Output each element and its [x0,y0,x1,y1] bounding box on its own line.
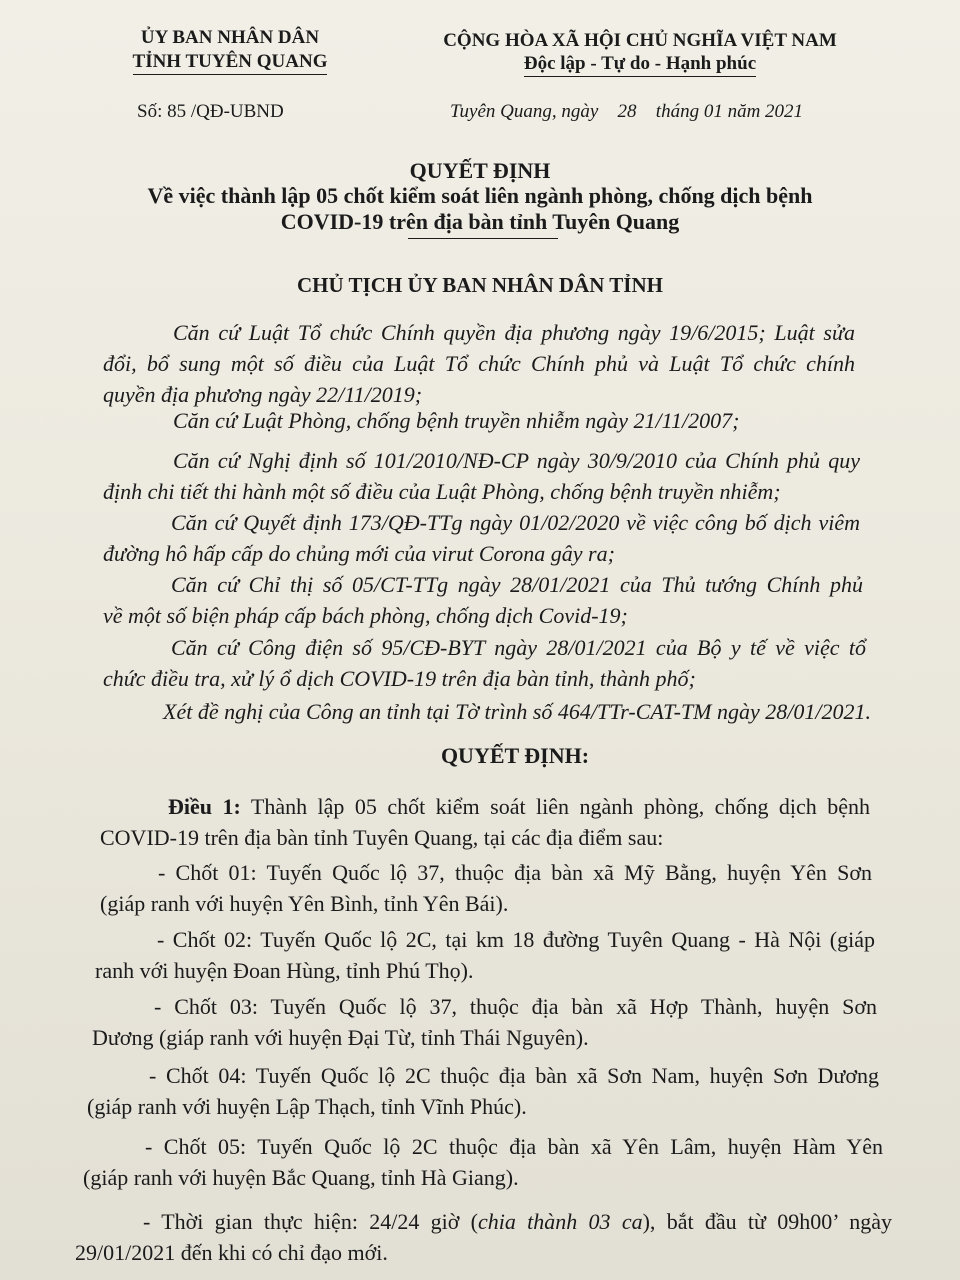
legal-basis-5 [103,569,863,631]
legal-basis-6 [103,632,866,694]
basis-1-line3: quyền địa phương ngày 22/11/2019; [103,382,423,407]
checkpoint-04-line2: (giáp ranh với huyện Lập Thạch, tỉnh Vĩnh Phúc). [87,1094,527,1119]
issuing-authority: CHỦ TỊCH ỦY BAN NHÂN DÂN TỈNH [297,273,663,297]
checkpoint-01 [100,857,872,919]
checkpoint-05-line1: - Chốt 05: Tuyến Quốc lộ 2C thuộc địa bàn xã Yên Lâm, huyện Hàm Yên [145,1134,883,1159]
article-1-line2: COVID-19 trên địa bàn tỉnh Tuyên Quang, tại các địa điểm sau: [100,825,664,850]
checkpoint-02-line2: ranh với huyện Đoan Hùng, tỉnh Phú Thọ). [95,958,474,983]
checkpoint-03 [92,991,877,1053]
time-line2: 29/01/2021 đến khi có chỉ đạo mới. [75,1240,388,1265]
basis-4-line1: Căn cứ Quyết định 173/QĐ-TTg ngày 01/02/2020 về việc công bố dịch viêm [171,510,860,535]
checkpoint-03-line1: - Chốt 03: Tuyến Quốc lộ 37, thuộc địa bàn xã Hợp Thành, huyện Sơn [154,994,877,1019]
date-prefix: Tuyên Quang, ngày [450,101,599,122]
checkpoint-01-line2: (giáp ranh với huyện Yên Bình, tỉnh Yên Bái). [100,891,509,916]
basis-3-line1: Căn cứ Nghị định số 101/2010/NĐ-CP ngày 30/9/2010 của Chính phủ quy [173,448,860,473]
doc-number-value: 85 [167,101,187,122]
decision-heading: QUYẾT ĐỊNH: [440,743,590,768]
country-name: CỘNG HÒA XÃ HỘI CHỦ NGHĨA VIỆT NAM [443,30,837,51]
basis-3-line2: định chi tiết thi hành một số điều của Luật Phòng, chống bệnh truyền nhiễm; [103,479,781,504]
legal-basis-2 [173,405,739,436]
article-1-label: Điều 1: [168,794,241,819]
legal-basis-4 [103,507,860,569]
proposal-basis [163,696,871,727]
date-day: 28 [617,101,637,122]
date-month-year: tháng 01 năm 2021 [655,101,804,122]
agency-name-underlined: TỈNH TUYÊN QUANG [133,51,328,75]
basis-4-line2: đường hô hấp cấp do chủng mới của virut Corona gây ra; [103,541,615,566]
basis-1-line2: đổi, bổ sung một số điều của Luật Tổ chức Chính phủ và Luật Tổ chức chính [103,351,855,376]
checkpoint-02 [95,924,875,986]
basis-5-line2: về một số biện pháp cấp bách phòng, chống dịch Covid-19; [103,603,628,628]
document-title: QUYẾT ĐỊNH [409,158,551,183]
checkpoint-05 [83,1131,883,1193]
place-and-date [450,101,803,123]
article-1-line1 [100,791,870,822]
time-shifts: chia thành 03 ca [477,1209,643,1234]
legal-basis-1 [103,317,855,410]
title-divider [408,238,558,239]
basis-1-line1: Căn cứ Luật Tổ chức Chính quyền địa phương ngày 19/6/2015; Luật sửa [173,320,855,345]
agency-name-line1: ỦY BAN NHÂN DÂN [140,27,320,48]
checkpoint-03-line2: Dương (giáp ranh với huyện Đại Từ, tỉnh Thái Nguyên). [92,1025,589,1050]
checkpoint-04-line1: - Chốt 04: Tuyến Quốc lộ 2C thuộc địa bàn xã Sơn Nam, huyện Sơn Dương [149,1063,879,1088]
time-prefix: - Thời gian thực hiện: 24/24 giờ ( [143,1209,478,1234]
proposal-line1: Xét đề nghị của Công an tỉnh tại Tờ trình số 464/TTr-CAT-TM ngày 28/01/2021. [163,699,871,724]
basis-5-line1: Căn cứ Chỉ thị số 05/CT-TTg ngày 28/01/2021 của Thủ tướng Chính phủ [171,572,863,597]
basis-6-line2: chức điều tra, xử lý ổ dịch COVID-19 trên địa bàn tỉnh, thành phố; [103,666,696,691]
country-motto-underlined: Độc lập - Tự do - Hạnh phúc [524,53,756,77]
document-subject-line1: Về việc thành lập 05 chốt kiểm soát liên ngành phòng, chống dịch bệnh [147,183,813,208]
time-line1 [75,1206,892,1237]
checkpoint-04 [87,1060,879,1122]
basis-2-line1: Căn cứ Luật Phòng, chống bệnh truyền nhiễm ngày 21/11/2007; [173,408,740,433]
time-suffix: ), bắt đầu từ 09h00’ ngày [642,1209,893,1234]
legal-basis-3 [103,445,860,507]
article-1 [100,791,870,853]
doc-number-prefix: Số: [137,101,163,122]
implementation-time [75,1206,892,1268]
agency-name-line2 [110,51,350,75]
checkpoint-05-line2: (giáp ranh với huyện Bắc Quang, tỉnh Hà Giang). [83,1165,519,1190]
checkpoint-01-line1: - Chốt 01: Tuyến Quốc lộ 37, thuộc địa bàn xã Mỹ Bằng, huyện Yên Sơn [158,860,872,885]
country-motto [410,53,870,77]
document-number [137,101,284,123]
doc-number-suffix: /QĐ-UBND [190,101,284,122]
article-1-text: Thành lập 05 chốt kiểm soát liên ngành phòng, chống dịch bệnh [250,794,871,819]
basis-6-line1: Căn cứ Công điện số 95/CĐ-BYT ngày 28/01/2021 của Bộ y tế về việc tổ [171,635,866,660]
checkpoint-02-line1: - Chốt 02: Tuyến Quốc lộ 2C, tại km 18 đường Tuyên Quang - Hà Nội (giáp [157,927,875,952]
document-subject-line2: COVID-19 trên địa bàn tỉnh Tuyên Quang [280,209,680,234]
